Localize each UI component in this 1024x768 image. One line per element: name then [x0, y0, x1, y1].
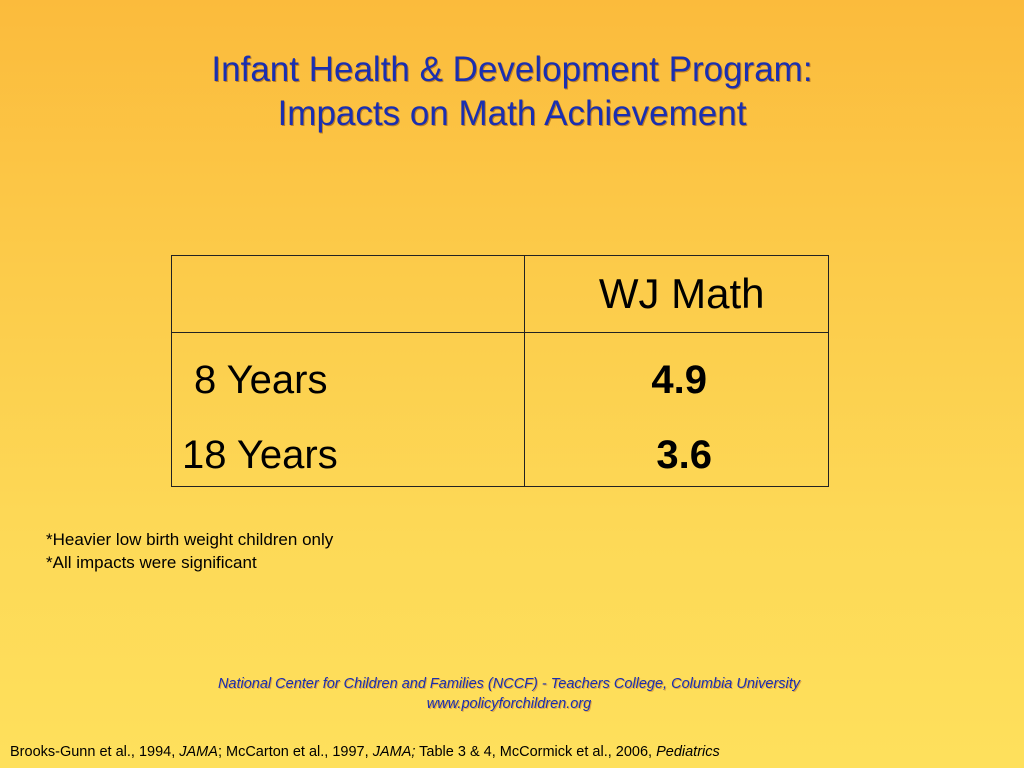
- wj-math-header: WJ Math: [598, 270, 765, 317]
- table-header-cell: [525, 256, 829, 333]
- impacts-table: [171, 255, 829, 487]
- age-label-cell: [172, 333, 525, 487]
- ref-part-4: JAMA;: [372, 744, 416, 760]
- ref-part-5: Table 3 & 4, McCormick et al., 2006,: [415, 744, 657, 760]
- row-label-18-years: 18 Years: [182, 433, 338, 477]
- ref-part-3: ; McCarton et al., 1997,: [217, 744, 373, 760]
- footnote-2: *All impacts were significant: [46, 553, 257, 572]
- slide-title-line-1: Infant Health & Development Program:: [211, 50, 813, 89]
- row-value-18-years: 3.6: [656, 433, 712, 477]
- row-value-8-years: 4.9: [651, 358, 707, 402]
- table-header-empty-cell: [172, 256, 525, 333]
- credit-organization: National Center for Children and Families (NCCF) - Teachers College, Columbia University: [217, 676, 801, 692]
- references-line: [10, 744, 720, 760]
- ref-part-2: JAMA: [179, 744, 218, 760]
- slide-title: [0, 48, 1024, 136]
- row-label-8-years: 8 Years: [194, 358, 328, 402]
- value-cell: [525, 333, 829, 487]
- footnotes: [46, 528, 333, 574]
- source-credit: [0, 674, 1018, 714]
- credit-website-link[interactable]: www.policyforchildren.org: [426, 696, 592, 712]
- ref-part-1: Brooks-Gunn et al., 1994,: [10, 744, 180, 760]
- table-header-row: [172, 256, 829, 333]
- ref-part-6: Pediatrics: [656, 744, 720, 760]
- footnote-1: *Heavier low birth weight children only: [46, 530, 334, 549]
- slide-title-line-2: Impacts on Math Achievement: [277, 94, 747, 133]
- table-body-row: [172, 333, 829, 487]
